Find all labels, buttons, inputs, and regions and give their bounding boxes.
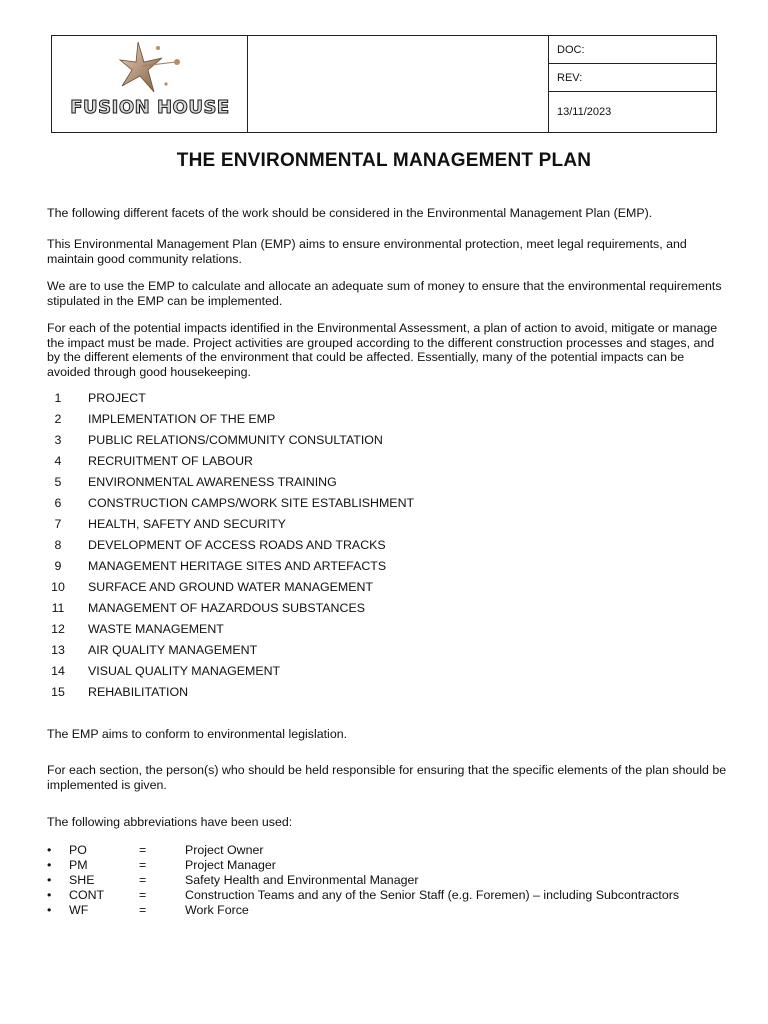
list-number: 13 <box>51 643 65 657</box>
list-number: 4 <box>54 454 62 468</box>
bullet: • <box>47 903 52 917</box>
header-meta <box>549 36 716 132</box>
abbreviation-term: PM <box>69 858 88 872</box>
bullet: • <box>47 858 52 872</box>
header-blank-cell <box>248 36 549 132</box>
bullet: • <box>47 888 52 902</box>
abbreviation-term: SHE <box>69 873 95 887</box>
list-label: HEALTH, SAFETY AND SECURITY <box>88 517 286 531</box>
list-number: 10 <box>51 580 65 594</box>
equals-sign: = <box>139 888 147 902</box>
abbreviation-meaning: Safety Health and Environmental Manager <box>185 873 419 887</box>
list-label: AIR QUALITY MANAGEMENT <box>88 643 258 657</box>
bullet: • <box>47 873 52 887</box>
bullet: • <box>47 843 52 857</box>
list-label: RECRUITMENT OF LABOUR <box>88 454 253 468</box>
list-label: SURFACE AND GROUND WATER MANAGEMENT <box>88 580 374 594</box>
abbreviation-meaning: Work Force <box>185 903 249 917</box>
document-header <box>51 35 717 133</box>
page-title: THE ENVIRONMENTAL MANAGEMENT PLAN <box>176 150 592 171</box>
list-label: VISUAL QUALITY MANAGEMENT <box>88 664 281 678</box>
list-label: DEVELOPMENT OF ACCESS ROADS AND TRACKS <box>88 538 386 552</box>
list-number: 3 <box>54 433 62 447</box>
intro-paragraph: The following different facets of the work should be considered in the Environmental Management Plan (EMP). <box>47 206 653 220</box>
legislation-paragraph: The EMP aims to conform to environmental legislation. <box>47 727 348 741</box>
responsibility-paragraph: For each section, the person(s) who should be held responsible for ensuring that the specific elements of the plan should be implemented is given. <box>47 763 727 792</box>
abbreviation-meaning: Construction Teams and any of the Senior Staff (e.g. Foremen) – including Subcontractors <box>185 888 680 902</box>
logo-cell <box>52 36 248 132</box>
impacts-paragraph: For each of the potential impacts identified in the Environmental Assessment, a plan of action to avoid, mitigate or manage the impact must be made. Project activities are grouped according to the different construction processes and stages, and by the different elements of the environment that could be affected. Essentially, many of the potential impacts can be avoided through good housekeeping. <box>47 321 718 379</box>
abbreviation-meaning: Project Manager <box>185 858 276 872</box>
list-label: IMPLEMENTATION OF THE EMP <box>88 412 276 426</box>
list-label: PUBLIC RELATIONS/COMMUNITY CONSULTATION <box>88 433 383 447</box>
abbreviations-intro: The following abbreviations have been used: <box>47 815 293 829</box>
list-number: 11 <box>51 601 65 615</box>
abbreviation-meaning: Project Owner <box>185 843 264 857</box>
abbreviation-term: PO <box>69 843 87 857</box>
equals-sign: = <box>139 843 147 857</box>
abbreviation-term: CONT <box>69 888 105 902</box>
list-number: 5 <box>54 475 62 489</box>
list-label: ENVIRONMENTAL AWARENESS TRAINING <box>88 475 337 489</box>
list-label: CONSTRUCTION CAMPS/WORK SITE ESTABLISHMENT <box>88 496 415 510</box>
budget-paragraph: We are to use the EMP to calculate and allocate an adequate sum of money to ensure that the environmental requirements stipulated in the EMP can be implemented. <box>47 279 722 308</box>
list-label: REHABILITATION <box>88 685 189 699</box>
list-label: MANAGEMENT HERITAGE SITES AND ARTEFACTS <box>88 559 387 573</box>
list-label: PROJECT <box>88 391 146 405</box>
list-number: 7 <box>54 517 62 531</box>
doc-label: DOC: <box>549 36 716 64</box>
logo-wordmark: FUSION HOUSE <box>70 97 230 118</box>
abbreviation-term: WF <box>69 903 89 917</box>
date-label: 13/11/2023 <box>557 106 612 118</box>
list-label: MANAGEMENT OF HAZARDOUS SUBSTANCES <box>88 601 365 615</box>
rev-label: REV: <box>549 64 716 92</box>
list-number: 12 <box>51 622 65 636</box>
list-number: 8 <box>54 538 62 552</box>
list-number: 1 <box>54 391 62 405</box>
list-number: 2 <box>54 412 62 426</box>
list-number: 6 <box>54 496 62 510</box>
list-number: 9 <box>54 559 62 573</box>
list-number: 14 <box>51 664 65 678</box>
star-logo-icon <box>118 40 182 96</box>
list-label: WASTE MANAGEMENT <box>88 622 224 636</box>
equals-sign: = <box>139 873 147 887</box>
purpose-paragraph: This Environmental Management Plan (EMP) aims to ensure environmental protection, meet legal requirements, and maintain good community relations. <box>47 237 687 266</box>
list-number: 15 <box>51 685 65 699</box>
equals-sign: = <box>139 858 147 872</box>
equals-sign: = <box>139 903 147 917</box>
